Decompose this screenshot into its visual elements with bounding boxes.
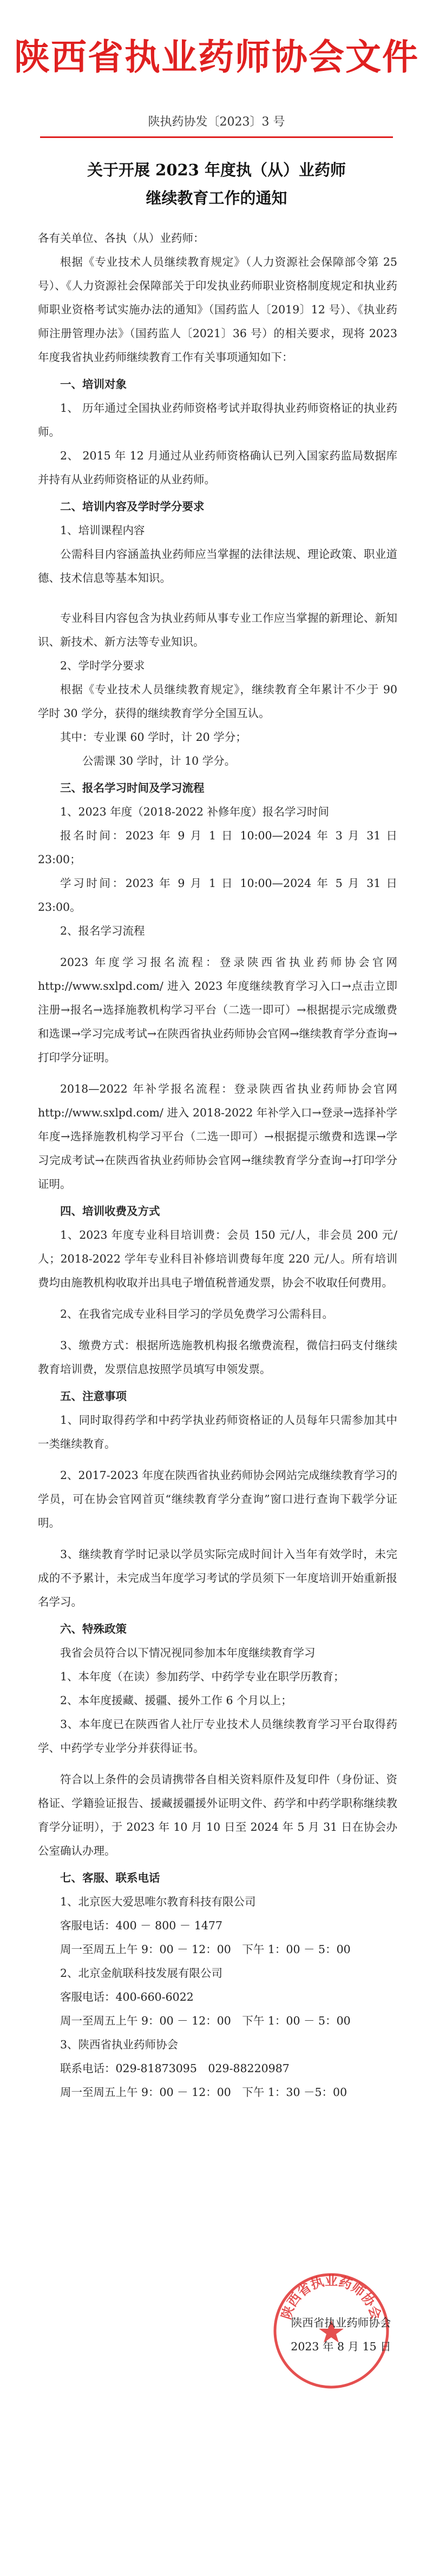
signature-block [271,2311,411,2358]
section-2-paragraph: 其中：专业课 60 学时，计 20 学分； [60,731,247,744]
section-4-paragraph: 3、缴费方式：根据所选施教机构报名缴费流程，微信扫码支付继续教育培训费，发票信息按照学员填写申领发票。 [38,1339,397,1376]
seal-text: 陕西省执业药师协会 [278,2272,385,2322]
section-5-paragraph: 3、继续教育学时记录以学员实际完成时间计入当年有效学时，未完成的不予累计，未完成当年度学习考试的学员须下一年度培训开始重新报名学习。 [38,1548,397,1608]
signature-org: 陕西省执业药师协会 [291,2316,391,2329]
salutation: 各有关单位、各执（从）业药师： [38,232,205,245]
org-header-title: 陕西省执业药师协会文件 [14,36,419,78]
section-6-item: 1、本年度（在读）参加药学、中药学专业在职学历教育； [60,1670,345,1683]
section-2-paragraph: 公需课 30 学时，计 10 学分。 [82,754,236,767]
section-5-paragraph: 2、2017-2023 年度在陕西省执业药师协会网站完成继续教育学习的学员，可在协会官网首页“继续教育学分查询”窗口进行查询下载学分证明。 [38,1469,397,1529]
section-1-item: 2、 2015 年 12 月通过从业药师资格确认已列入国家药监局数据库并持有从业药师资格证的从业药师。 [38,449,397,486]
section-6-paragraph: 符合以上条件的会员请携带各自相关资料原件及复印件（身份证、资格证、学籍验证报告、援藏援疆援外证明文件、药学和中药学职称继续教育学分证明），于 2023 年 10 月 10 日至 2024 年 5 月 31 日在协会办公室确认办理。 [38,1773,397,1857]
section-6-item: 3、本年度已在陕西省人社厅专业技术人员继续教育学习平台取得药学、中药学专业学分并获得证书。 [38,1718,397,1754]
section-4-paragraph: 1、2023 年度专业科目培训费：会员 150 元/人，非会员 200 元/人；2018-2022 学年专业科目补修培训费每年度 220 元/人。所有培训费均由施教机构收取并出具电子增值税普通发票，协会不收取任何费用。 [38,1228,397,1289]
section-3-sub1: 1、2023 年度（2018-2022 补修年度）报名学习时间 [60,805,330,818]
section-7-heading: 七、客服、联系电话 [60,1871,160,1884]
document-title-line1: 关于开展 2023 年度执（从）业药师 [87,161,346,179]
section-5-heading: 五、注意事项 [60,1390,127,1403]
document-body [38,226,397,2104]
section-6-item: 2、本年度援藏、援疆、援外工作 6 个月以上； [60,1694,292,1707]
section-2-sub2: 2、学时学分要求 [60,659,145,672]
section-1-heading: 一、培训对象 [60,378,127,391]
contact-3-hours: 周一至周五上午 9：00 － 12：00 下午 1：30 －5：00 [60,2086,347,2099]
section-4-heading: 四、培训收费及方式 [60,1205,160,1218]
document-number: 陕执药协发〔2023〕3 号 [148,115,285,129]
contact-2-hours: 周一至周五上午 9：00 － 12：00 下午 1：00 － 5：00 [60,2014,351,2027]
section-5-paragraph: 1、同时取得药学和中药学执业药师资格证的人员每年只需参加其中一类继续教育。 [38,1414,397,1450]
contact-3-name: 3、陕西省执业药师协会 [60,2038,179,2051]
section-6-heading: 六、特殊政策 [60,1622,127,1635]
document-title-line2: 继续教育工作的通知 [146,189,287,207]
section-3-sub2: 2、报名学习流程 [60,924,145,937]
section-2-heading: 二、培训内容及学时学分要求 [60,500,205,513]
contact-1-name: 1、北京医大爱思唯尔教育科技有限公司 [60,1895,256,1908]
section-4-paragraph: 2、在我省完成专业科目学习的学员免费学习公需科目。 [60,1307,334,1320]
section-3-heading: 三、报名学习时间及学习流程 [60,781,205,794]
document-title [0,156,433,212]
section-6-intro: 我省会员符合以下情况视同参加本年度继续教育学习 [60,1646,316,1659]
contact-3-phone: 联系电话：029-81873095 029-88220987 [60,2062,290,2075]
section-2-paragraph: 专业科目内容包含为执业药师从事专业工作应当掌握的新理论、新知识、新技术、新方法等专业知识。 [38,612,397,648]
section-3-paragraph: 2018—2022 年补学报名流程：登录陕西省执业药师协会官网 http://www.sxlpd.com/ 进入 2018-2022 年补学入口→登录→选择补学年度→选择施教机构学习平台（二选一即可）→根据提示缴费和选课→学习完成考试→在陕西省执业药师协会官网→继续教育学分查询→打印学分证明。 [38,1082,397,1191]
contact-2-name: 2、北京金航联科技发展有限公司 [60,1967,223,1980]
signature-date: 2023 年 8 月 15 日 [291,2340,391,2353]
section-2-paragraph: 公需科目内容涵盖执业药师应当掌握的法律法规、理论政策、职业道德、技术信息等基本知识。 [38,548,397,584]
red-divider [40,136,393,138]
section-2-sub1: 1、培训课程内容 [60,524,145,537]
study-time: 学习时间：2023 年 9 月 1 日 10:00—2024 年 5 月 31 日 23:00。 [38,877,397,914]
contact-1-hours: 周一至周五上午 9：00 － 12：00 下午 1：00 － 5：00 [60,1943,351,1956]
contact-1-phone: 客服电话：400 － 800 － 1477 [60,1919,222,1932]
intro-paragraph: 根据《专业技术人员继续教育规定》（人力资源社会保障部令第 25 号）、《人力资源社会保障部关于印发执业药师职业资格制度规定和执业药师职业资格考试实施办法的通知》（国药监人〔2019〕12 号）、《执业药师注册管理办法》（国药监人〔2021〕36 号）的相关要求，现将 2023 年度我省执业药师继续教育工作有关事项通知如下： [38,255,397,364]
section-3-paragraph: 2023 年度学习报名流程：登录陕西省执业药师协会官网 http://www.sxlpd.com/ 进入 2023 年度继续教育学习入口→点击立即注册→报名→选择施教机构学习平台（二选一即可）→根据提示完成缴费和选课→学习完成考试→在陕西省执业药师协会官网→继续教育学分查询→打印学分证明。 [38,956,397,1064]
registration-time: 报名时间：2023 年 9 月 1 日 10:00—2024 年 3 月 31 日 23:00； [38,829,397,866]
section-2-paragraph: 根据《专业技术人员继续教育规定》，继续教育全年累计不少于 90 学时 30 学分，获得的继续教育学分全国互认。 [38,683,397,720]
contact-2-phone: 客服电话：400-660-6022 [60,1990,194,2003]
section-1-item: 1、 历年通过全国执业药师资格考试并取得执业药师资格证的执业药师。 [38,402,397,438]
